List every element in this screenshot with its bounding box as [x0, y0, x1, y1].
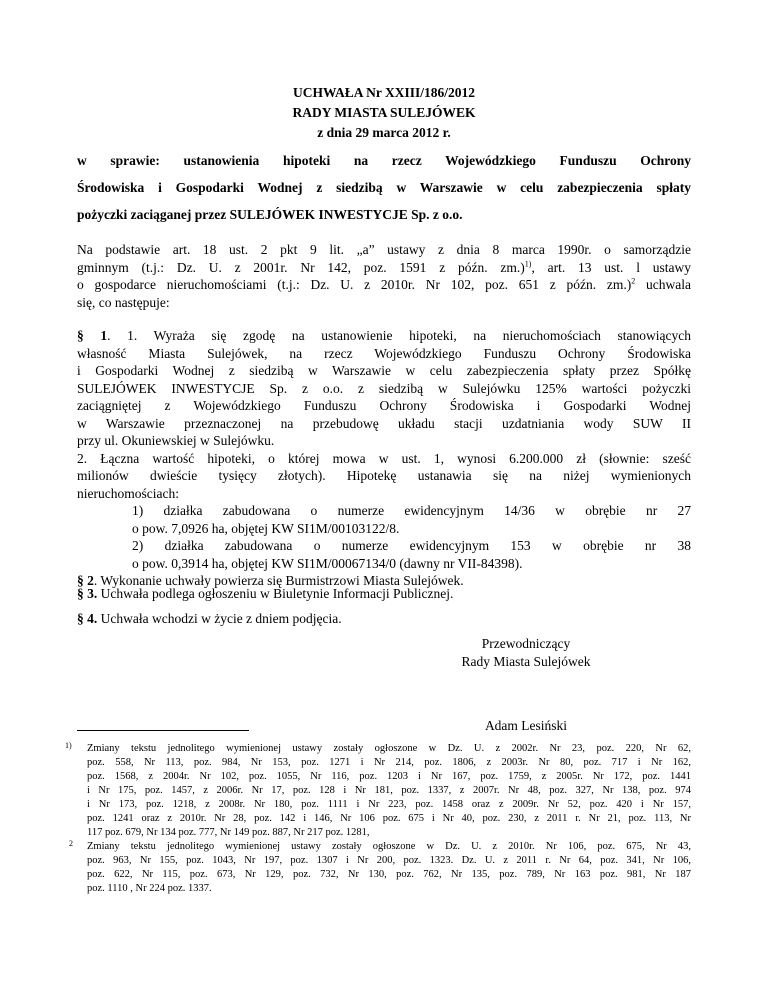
section-mark: § 2 [77, 573, 94, 588]
plot-item: o pow. 0,3914 ha, objętej KW SI1M/00067134/0 (dawny nr VII-84398). [132, 555, 523, 571]
paragraph-3: § 3. Uchwała podlega ogłoszeniu w Biuletynie Informacji Publicznej. [77, 586, 454, 601]
subject-line: w sprawie: ustanowienia hipoteki na rzecz Wojewódzkiego Funduszu Ochrony [77, 153, 691, 168]
footnote-ref-2: 2 [631, 276, 636, 286]
footnote-line: Zmiany tekstu jednolitego wymienionej ustawy zostały ogłoszone w Dz. U. z 2010r. Nr 106, poz. 675, Nr 43, [87, 841, 691, 852]
resolution-number: UCHWAŁA Nr XXIII/186/2012 [292, 85, 476, 100]
footnote-line: poz. 1568, z 2004r. Nr 102, poz. 1055, Nr 116, poz. 1203 i Nr 167, poz. 1759, z 2005r. Nr 172, poz. 1441 [87, 771, 691, 782]
paragraph-1-item-2: 2. Łączna wartość hipoteki, o której mowa w ust. 1, wynosi 6.200.000 zł (słownie: sześć [77, 450, 691, 466]
paragraph-2: § 2. Wykonanie uchwały powierza się Burmistrzowi Miasta Sulejówek. [77, 573, 464, 588]
footnote-2-mark: 2 [69, 839, 73, 848]
plot-item: 2) działka zabudowana o numerze ewidencyjnym 153 w obrębie nr 38 [132, 538, 691, 553]
footnote-line: poz. 1241 oraz z 2010r. Nr 28, poz. 142 i 146, Nr 106 poz. 675 i Nr 40, poz. 230, z 2011 r. Nr 21, poz. 113, Nr [87, 813, 691, 824]
footnote-line: poz. 622, Nr 115, poz. 673, Nr 129, poz. 732, Nr 130, poz. 762, Nr 135, poz. 789, Nr 163 poz. 981, Nr 187 [87, 869, 691, 880]
paragraph-1-line: własność Miasta Sulejówek, na rzecz Wojewódzkiego Funduszu Ochrony Środowiska [77, 345, 691, 361]
signature-council: Rady Miasta Sulejówek [461, 654, 591, 669]
subject-line: pożyczki zaciąganej przez SULEJÓWEK INWESTYCJE Sp. z o.o. [77, 207, 463, 222]
footnote-1 [65, 741, 691, 840]
resolution-subject [77, 147, 691, 228]
plot-item: 1) działka zabudowana o numerze ewidencyjnym 14/36 w obrębie nr 27 [132, 503, 691, 518]
paragraph-1-item-2: milionów dwieście tysięcy złotych). Hipotekę ustanawia się na niżej wymienionych [77, 468, 691, 483]
footnote-1-mark: 1) [65, 741, 72, 750]
paragraph-1-item-2: nieruchomościach: [77, 485, 179, 501]
paragraph-1-line: w Warszawie przeznaczonej na przebudowę układu stacji uzdatniania wody SUW II [77, 415, 691, 431]
paragraph-1 [77, 327, 691, 590]
footnote-separator [77, 730, 249, 731]
section-mark: § 1 [77, 328, 108, 343]
paragraph-1-line: § 1. 1. Wyraża się zgodę na ustanowienie hipoteki, na nieruchomościach stanowiących [77, 328, 692, 343]
section-mark: § 4. [77, 611, 98, 626]
footnote-ref-1: 1) [524, 259, 532, 268]
footnote-line: poz. 558, Nr 113, poz. 984, Nr 153, poz. 1271 i Nr 214, poz. 1806, z 2003r. Nr 80, poz. 717 i Nr 162, [87, 757, 691, 768]
council-name: RADY MIASTA SULEJÓWEK [292, 105, 476, 120]
resolution-date: z dnia 29 marca 2012 r. [317, 125, 451, 140]
signature-block [416, 635, 636, 735]
footnote-line: poz. 963, Nr 155, poz. 1043, Nr 197, poz. 1307 i Nr 200, poz. 1323. Dz. U. z 2011 r. Nr 64, poz. 341, Nr 106, [87, 855, 691, 866]
signature-role: Przewodniczący [481, 636, 571, 651]
paragraph-1-line: przy ul. Okuniewskiej w Sulejówku. [77, 433, 275, 448]
plot-item: o pow. 7,0926 ha, objętej KW SI1M/00103122/8. [132, 520, 400, 536]
paragraph-1-line: zaciągniętej z Wojewódzkiego Funduszu Ochrony Środowiska i Gospodarki Wodnej [77, 398, 691, 413]
footnote-line: 117 poz. 679, Nr 134 poz. 777, Nr 149 poz. 887, Nr 217 poz. 1281, [87, 827, 370, 838]
paragraph-4: § 4. Uchwała wchodzi w życie z dniem podjęcia. [77, 611, 342, 626]
signature-name: Adam Lesiński [484, 718, 568, 733]
footnote-2 [69, 839, 691, 896]
footnote-line: Zmiany tekstu jednolitego wymienionej ustawy zostały ogłoszone w Dz. U. z 2002r. Nr 23, poz. 220, Nr 62, [87, 743, 691, 754]
resolution-header [77, 83, 691, 143]
footnote-line: i Nr 175, poz. 1457, z 2006r. Nr 17, poz. 128 i Nr 181, poz. 1337, z 2007r. Nr 48, poz. 327, Nr 138, poz. 974 [87, 785, 691, 796]
basis-line: Na podstawie art. 18 ust. 2 pkt 9 lit. „a” ustawy z dnia 8 marca 1990r. o samorządzie [77, 242, 691, 257]
footnote-line: i Nr 173, poz. 1218, z 2008r. Nr 180, poz. 1111 i Nr 223, poz. 1458 oraz z 2009r. Nr 52, poz. 420 i Nr 157, [87, 799, 691, 810]
plot-list [77, 502, 691, 572]
subject-line: Środowiska i Gospodarki Wodnej z siedzibą w Warszawie w celu zabezpieczenia spłaty [77, 180, 691, 195]
section-mark: § 3. [77, 586, 98, 601]
footnote-line: poz. 1110 , Nr 224 poz. 1337. [87, 883, 212, 894]
basis-line: o gospodarce nieruchomościami (t.j.: Dz. U. z 2010r. Nr 102, poz. 651 z późn. zm.)$^2$ uchwala [77, 276, 691, 292]
legal-basis [77, 241, 691, 311]
paragraph-1-line: i Gospodarki Wodnej z siedzibą w Warszawie w celu zabezpieczenia spłaty przez Spółkę [77, 363, 691, 378]
paragraph-1-line: SULEJÓWEK INWESTYCJE Sp. z o.o. z siedzibą w Sulejówku 125% wartości pożyczki [77, 380, 691, 396]
basis-line: się, co następuje: [77, 294, 170, 310]
basis-line: gminnym (t.j.: Dz. U. z 2001r. Nr 142, poz. 1591 z późn. zm.)$^{1)}$, art. 13 ust. l ustawy [77, 259, 691, 275]
